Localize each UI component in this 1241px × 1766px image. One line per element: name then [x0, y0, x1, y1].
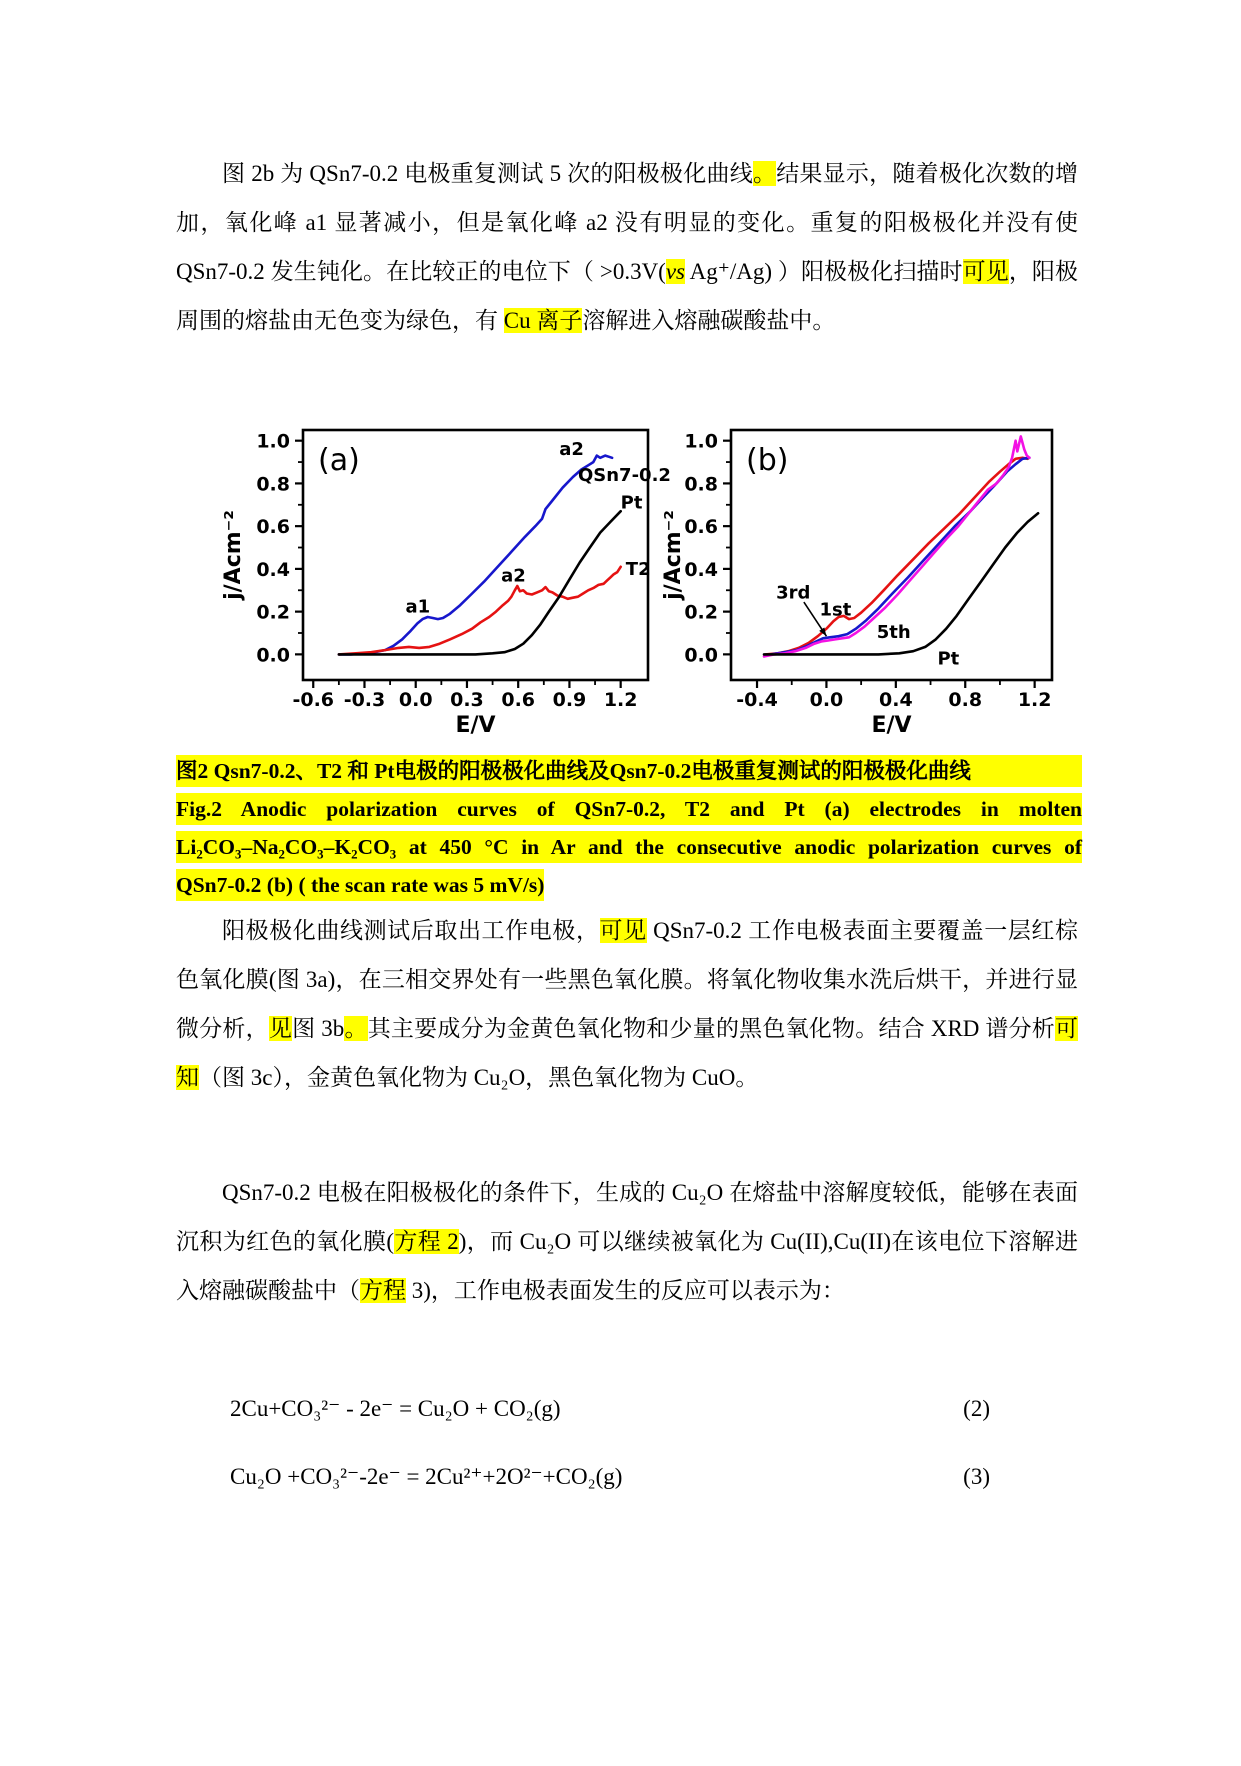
y-tick-label: 0.4: [684, 558, 718, 581]
body-text: （图 3c），金黄色氧化物为 Cu₂O，黑色氧化物为 CuO。: [199, 1065, 759, 1090]
annotation-label: T2: [625, 558, 651, 580]
y-axis-label: j/Acm⁻²: [221, 510, 246, 600]
chart-b-consecutive-polarization: [658, 398, 1078, 740]
annotation-label: 1st: [819, 599, 852, 621]
highlighted-text: 可见: [599, 918, 647, 943]
x-tick-label: 0.6: [501, 689, 536, 711]
x-tick-label: 0.4: [879, 689, 913, 711]
body-text: 图 2b 为 QSn7-0.2 电极重复测试 5 次的阳极极化曲线: [222, 161, 753, 186]
equation-3-formula: Cu₂O +CO₃²⁻-2e⁻ = 2Cu²⁺+2O²⁻+CO₂(g): [230, 1464, 623, 1489]
highlighted-text: vs: [665, 259, 686, 284]
x-tick-label: 0.9: [552, 689, 587, 711]
x-tick-label: -0.6: [292, 689, 335, 711]
curve-pt: [339, 511, 621, 654]
y-tick-label: 0.2: [684, 601, 718, 624]
highlighted-text: 方程: [360, 1278, 406, 1303]
x-tick-label: 1.2: [1017, 689, 1052, 711]
caption-line-en-3: QSn7-0.2 (b) ( the scan rate was 5 mV/s): [176, 869, 544, 901]
x-tick-label: -0.3: [343, 689, 386, 711]
annotation-label: Pt: [620, 492, 643, 514]
panel-label: (b): [746, 443, 789, 478]
body-text: 结果显示，随着极化次数的增加，氧化峰 a1 显著减小，但是氧化峰 a2 没有明显的变化。重复的阳极极化并没有使 QSn7-0.2 发生钝化。在比较正的电位下（ >0.3V(: [176, 161, 1079, 284]
caption-line-en-2: Li₂CO₃–Na₂CO₃–K₂CO₃ at 450 °C in Ar and the consecutive anodic polarization curves of: [176, 831, 1082, 863]
y-tick-label: 0.6: [256, 516, 290, 539]
x-axis-label: E/V: [455, 713, 496, 738]
equation-2-formula: 2Cu+CO₃²⁻ - 2e⁻ = Cu₂O + CO₂(g): [230, 1396, 561, 1421]
y-tick-label: 1.0: [684, 430, 718, 453]
equation-3: [176, 1452, 1078, 1501]
body-text: 阳极极化曲线测试后取出工作电极，: [222, 918, 600, 943]
body-text: )，而 Cu₂O 可以继续被氧化为 Cu(II),Cu(II)在该电位下溶解进入熔融碳酸盐中（: [176, 1229, 1078, 1303]
highlighted-text: Cu 离子: [503, 308, 583, 333]
y-tick-label: 0.6: [684, 516, 718, 539]
highlighted-text: 。: [344, 1016, 368, 1041]
equation-3-number: (3): [963, 1464, 990, 1489]
annotation-label: 3rd: [776, 582, 811, 604]
caption-line-zh: 图2 Qsn7-0.2、T2 和 Pt电极的阳极极化曲线及Qsn7-0.2电极重复测试的阳极极化曲线: [176, 755, 1082, 787]
highlighted-text: 可见: [962, 259, 1009, 284]
y-tick-label: 0.0: [256, 644, 290, 667]
highlighted-text: 见: [268, 1016, 293, 1041]
x-tick-label: 1.2: [603, 689, 638, 711]
y-tick-label: 0.8: [256, 473, 290, 496]
body-text: QSn7-0.2 工作电极表面主要覆盖一层红棕色氧化膜(图 3a)，在三相交界处有一些黑色氧化膜。将氧化物收集水洗后烘干，并进行显微分析，: [176, 918, 1079, 1041]
y-tick-label: 0.2: [256, 601, 290, 624]
body-text: 溶解进入熔融碳酸盐中。: [582, 308, 836, 333]
curve-t2: [339, 567, 621, 655]
equation-2-number: (2): [963, 1396, 990, 1421]
annotation-label: 5th: [876, 621, 911, 643]
caption-line-en-1: Fig.2 Anodic polarization curves of QSn7-0.2, T2 and Pt (a) electrodes in molten: [176, 793, 1082, 825]
y-axis-label: j/Acm⁻²: [661, 510, 686, 600]
annotation-label: a1: [405, 596, 431, 618]
highlighted-text: 。: [752, 161, 777, 186]
body-text: 图 3b: [292, 1016, 345, 1041]
equation-2: [176, 1384, 1078, 1433]
annotation-label: Pt: [937, 648, 960, 670]
highlighted-text: 可知: [176, 1016, 1079, 1090]
figure-2: [218, 398, 1078, 740]
paragraph-2: [176, 906, 1078, 1102]
panel-label: (a): [318, 443, 360, 478]
annotation-label: a2: [559, 439, 584, 461]
y-tick-label: 1.0: [256, 430, 290, 453]
x-tick-label: 0.0: [809, 689, 844, 711]
x-tick-label: 0.3: [450, 689, 484, 711]
highlighted-text: 方程 2: [394, 1229, 459, 1254]
body-text: QSn7-0.2 电极在阳极极化的条件下，生成的 Cu₂O 在熔盐中溶解度较低，能够在表面沉积为红色的氧化膜(: [176, 1180, 1078, 1254]
body-text: 3)，工作电极表面发生的反应可以表示为：: [406, 1278, 845, 1303]
x-axis-label: E/V: [871, 713, 912, 738]
body-text: 其主要成分为金黄色氧化物和少量的黑色氧化物。结合 XRD 谱分析: [367, 1016, 1056, 1041]
paragraph-1: [176, 149, 1078, 345]
x-tick-label: -0.4: [736, 689, 778, 711]
figure-caption: [176, 755, 1082, 907]
chart-a-anodic-polarization: [218, 398, 671, 740]
y-tick-label: 0.4: [256, 558, 290, 581]
annotation-label: QSn7-0.2: [577, 464, 671, 486]
body-text: ，阳极周围的熔盐由无色变为绿色，有: [176, 259, 1079, 333]
annotation-label: a2: [501, 565, 526, 587]
x-tick-label: 0.8: [948, 689, 983, 711]
body-text: Ag⁺/Ag) ）阳极极化扫描时: [685, 259, 963, 284]
y-tick-label: 0.8: [684, 473, 718, 496]
x-tick-label: 0.0: [398, 689, 433, 711]
y-tick-label: 0.0: [684, 644, 718, 667]
paragraph-3: [176, 1168, 1078, 1315]
